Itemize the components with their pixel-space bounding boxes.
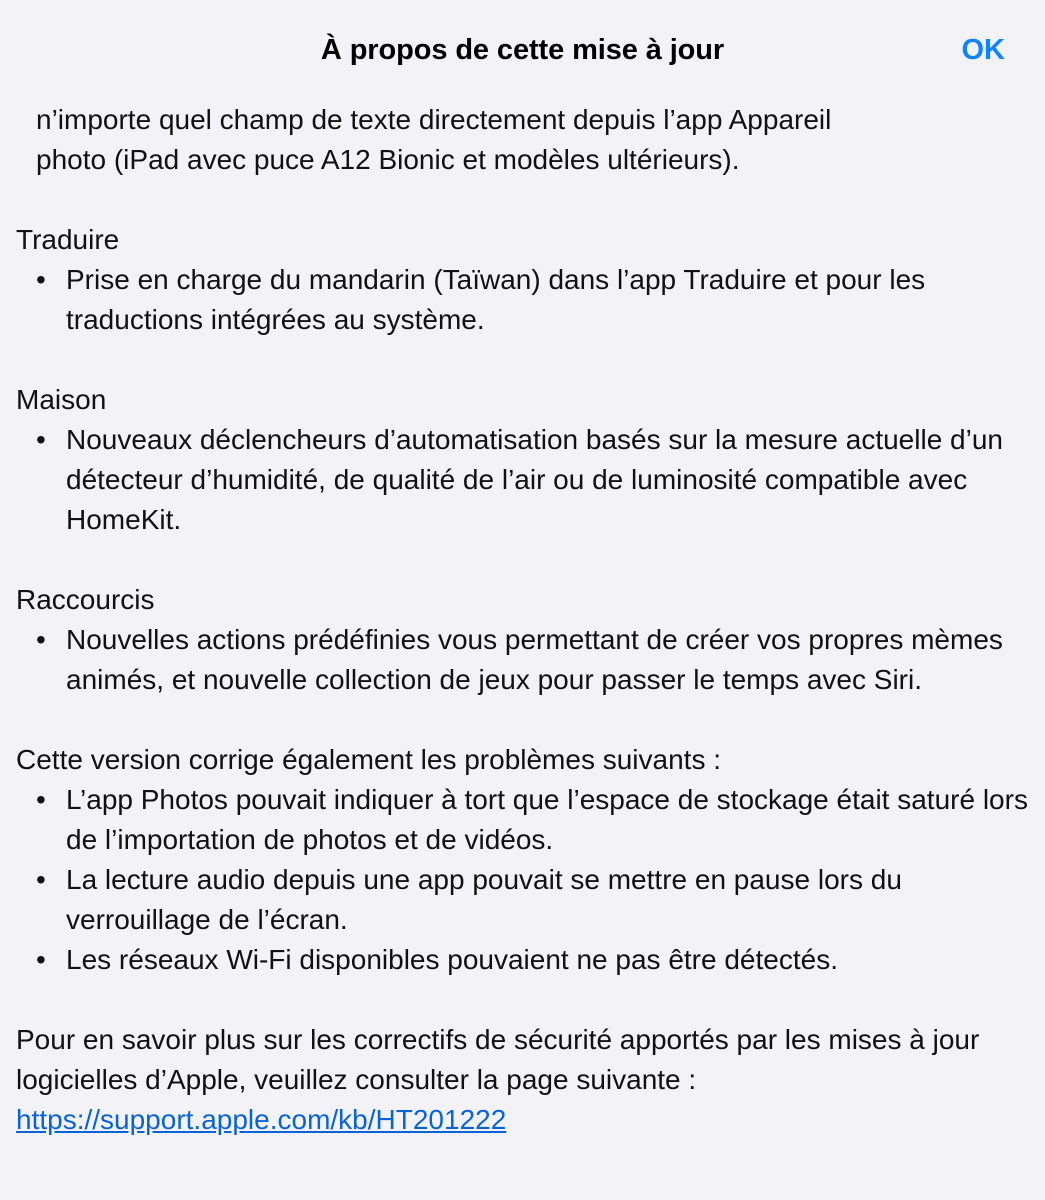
section-title-fixes: Cette version corrige également les problèmes suivants : [16, 744, 722, 775]
intro-line-2: photo (iPad avec puce A12 Bionic et modèles ultérieurs). [36, 144, 740, 175]
list-item [16, 260, 1031, 340]
list-item [16, 420, 1031, 540]
list-item-text: Nouveaux déclencheurs d’automatisation basés sur la mesure actuelle d’un détecteur d’humidité, de qualité de l’air ou de luminosité compatible avec HomeKit. [66, 424, 1003, 535]
page-title: À propos de cette mise à jour [320, 34, 725, 66]
footer-text: Pour en savoir plus sur les correctifs de sécurité apportés par les mises à jour logicielles d’Apple, veuillez consulter la page suivante : [16, 1024, 980, 1095]
bullet-icon: • [36, 264, 46, 295]
list-item [16, 860, 1031, 940]
section-title-traduire: Traduire [16, 224, 120, 255]
bullet-icon: • [36, 784, 46, 815]
release-notes [16, 100, 1031, 1140]
list-item-text: Prise en charge du mandarin (Taïwan) dans l’app Traduire et pour les traductions intégrées au système. [66, 264, 926, 335]
bullet-icon: • [36, 864, 46, 895]
bullet-icon: • [36, 944, 46, 975]
support-link-line [16, 1100, 1031, 1140]
list-item-text: Les réseaux Wi-Fi disponibles pouvaient ne pas être détectés. [66, 944, 838, 975]
list-item-text: La lecture audio depuis une app pouvait se mettre en pause lors du verrouillage de l’écran. [66, 864, 902, 935]
section-title-maison: Maison [16, 384, 107, 415]
list-item [16, 940, 1031, 980]
header-bar [0, 0, 1045, 104]
list-item [16, 780, 1031, 860]
bullet-icon: • [36, 424, 46, 455]
list-item-text: L’app Photos pouvait indiquer à tort que l’espace de stockage était saturé lors de l’importation de photos et de vidéos. [66, 784, 1028, 855]
intro-line-1: n’importe quel champ de texte directement depuis l’app Appareil [36, 104, 832, 135]
list-item [16, 620, 1031, 700]
support-link[interactable]: https://support.apple.com/kb/HT201222 [16, 1104, 507, 1135]
list-item-text: Nouvelles actions prédéfinies vous permettant de créer vos propres mèmes animés, et nouvelle collection de jeux pour passer le temps avec Siri. [66, 624, 1003, 695]
ok-button[interactable]: OK [961, 34, 1005, 66]
bullet-icon: • [36, 624, 46, 655]
section-title-raccourcis: Raccourcis [16, 584, 155, 615]
